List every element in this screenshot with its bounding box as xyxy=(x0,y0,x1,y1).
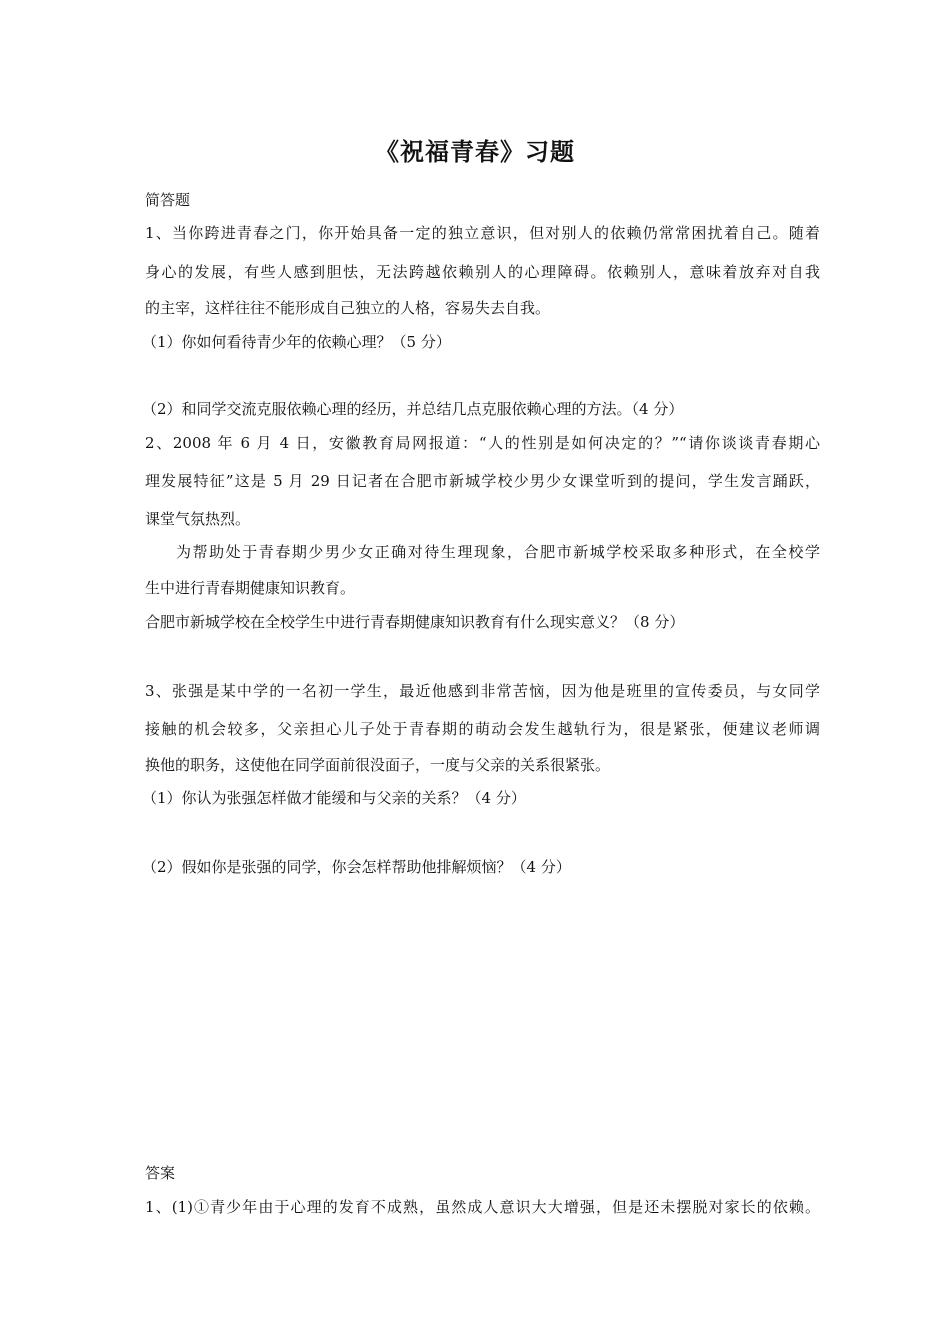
question-1-line-2: 身心的发展，有些人感到胆怯，无法跨越依赖别人的心理障碍。依赖别人，意味着放弃对自我 xyxy=(145,263,820,281)
answer-label: 答案 xyxy=(145,1164,176,1182)
question-2-line-2: 理发展特征”这是 5 月 29 日记者在合肥市新城学校少男少女课堂听到的提问，学生发言踊跃， xyxy=(145,472,820,490)
question-2-line-4: 为帮助处于青春期少男少女正确对待生理现象，合肥市新城学校采取多种形式，在全校学 xyxy=(176,543,820,561)
question-3-subquestion-2: （2）假如你是张强的同学，你会怎样帮助他排解烦恼？（4 分） xyxy=(142,858,571,876)
section-label: 简答题 xyxy=(145,191,191,209)
question-3-line-1: 3、张强是某中学的一名初一学生，最近他感到非常苦恼，因为他是班里的宣传委员，与女同学 xyxy=(145,682,820,700)
question-1-subquestion-2: （2）和同学交流克服依赖心理的经历，并总结几点克服依赖心理的方法。（4 分） xyxy=(142,400,684,418)
page-title: 《祝福青春》习题 xyxy=(375,137,575,166)
question-2-line-1: 2、2008 年 6 月 4 日，安徽教育局网报道：“人的性别是如何决定的？”“请你谈谈青春期心 xyxy=(145,434,820,452)
question-2-prompt: 合肥市新城学校在全校学生中进行青春期健康知识教育有什么现实意义？（8 分） xyxy=(145,613,685,631)
question-3-line-2: 接触的机会较多，父亲担心儿子处于青春期的萌动会发生越轨行为，很是紧张，便建议老师调 xyxy=(145,720,820,738)
question-1-subquestion-1: （1）你如何看待青少年的依赖心理？（5 分） xyxy=(142,333,451,351)
answer-line-1: 1、(1)①青少年由于心理的发育不成熟，虽然成人意识大大增强，但是还未摆脱对家长的依赖。 xyxy=(145,1198,820,1216)
question-1-line-1: 1、当你跨进青春之门，你开始具备一定的独立意识，但对别人的依赖仍常常困扰着自己。随着 xyxy=(145,224,820,242)
question-3-line-3: 换他的职务，这使他在同学面前很没面子，一度与父亲的关系很紧张。 xyxy=(145,756,611,774)
question-2-line-5: 生中进行青春期健康知识教育。 xyxy=(145,579,356,597)
question-2-line-3: 课堂气氛热烈。 xyxy=(145,510,251,528)
question-1-line-3: 的主宰，这样往往不能形成自己独立的人格，容易失去自我。 xyxy=(145,299,551,317)
question-3-subquestion-1: （1）你认为张强怎样做才能缓和与父亲的关系？（4 分） xyxy=(142,789,526,807)
